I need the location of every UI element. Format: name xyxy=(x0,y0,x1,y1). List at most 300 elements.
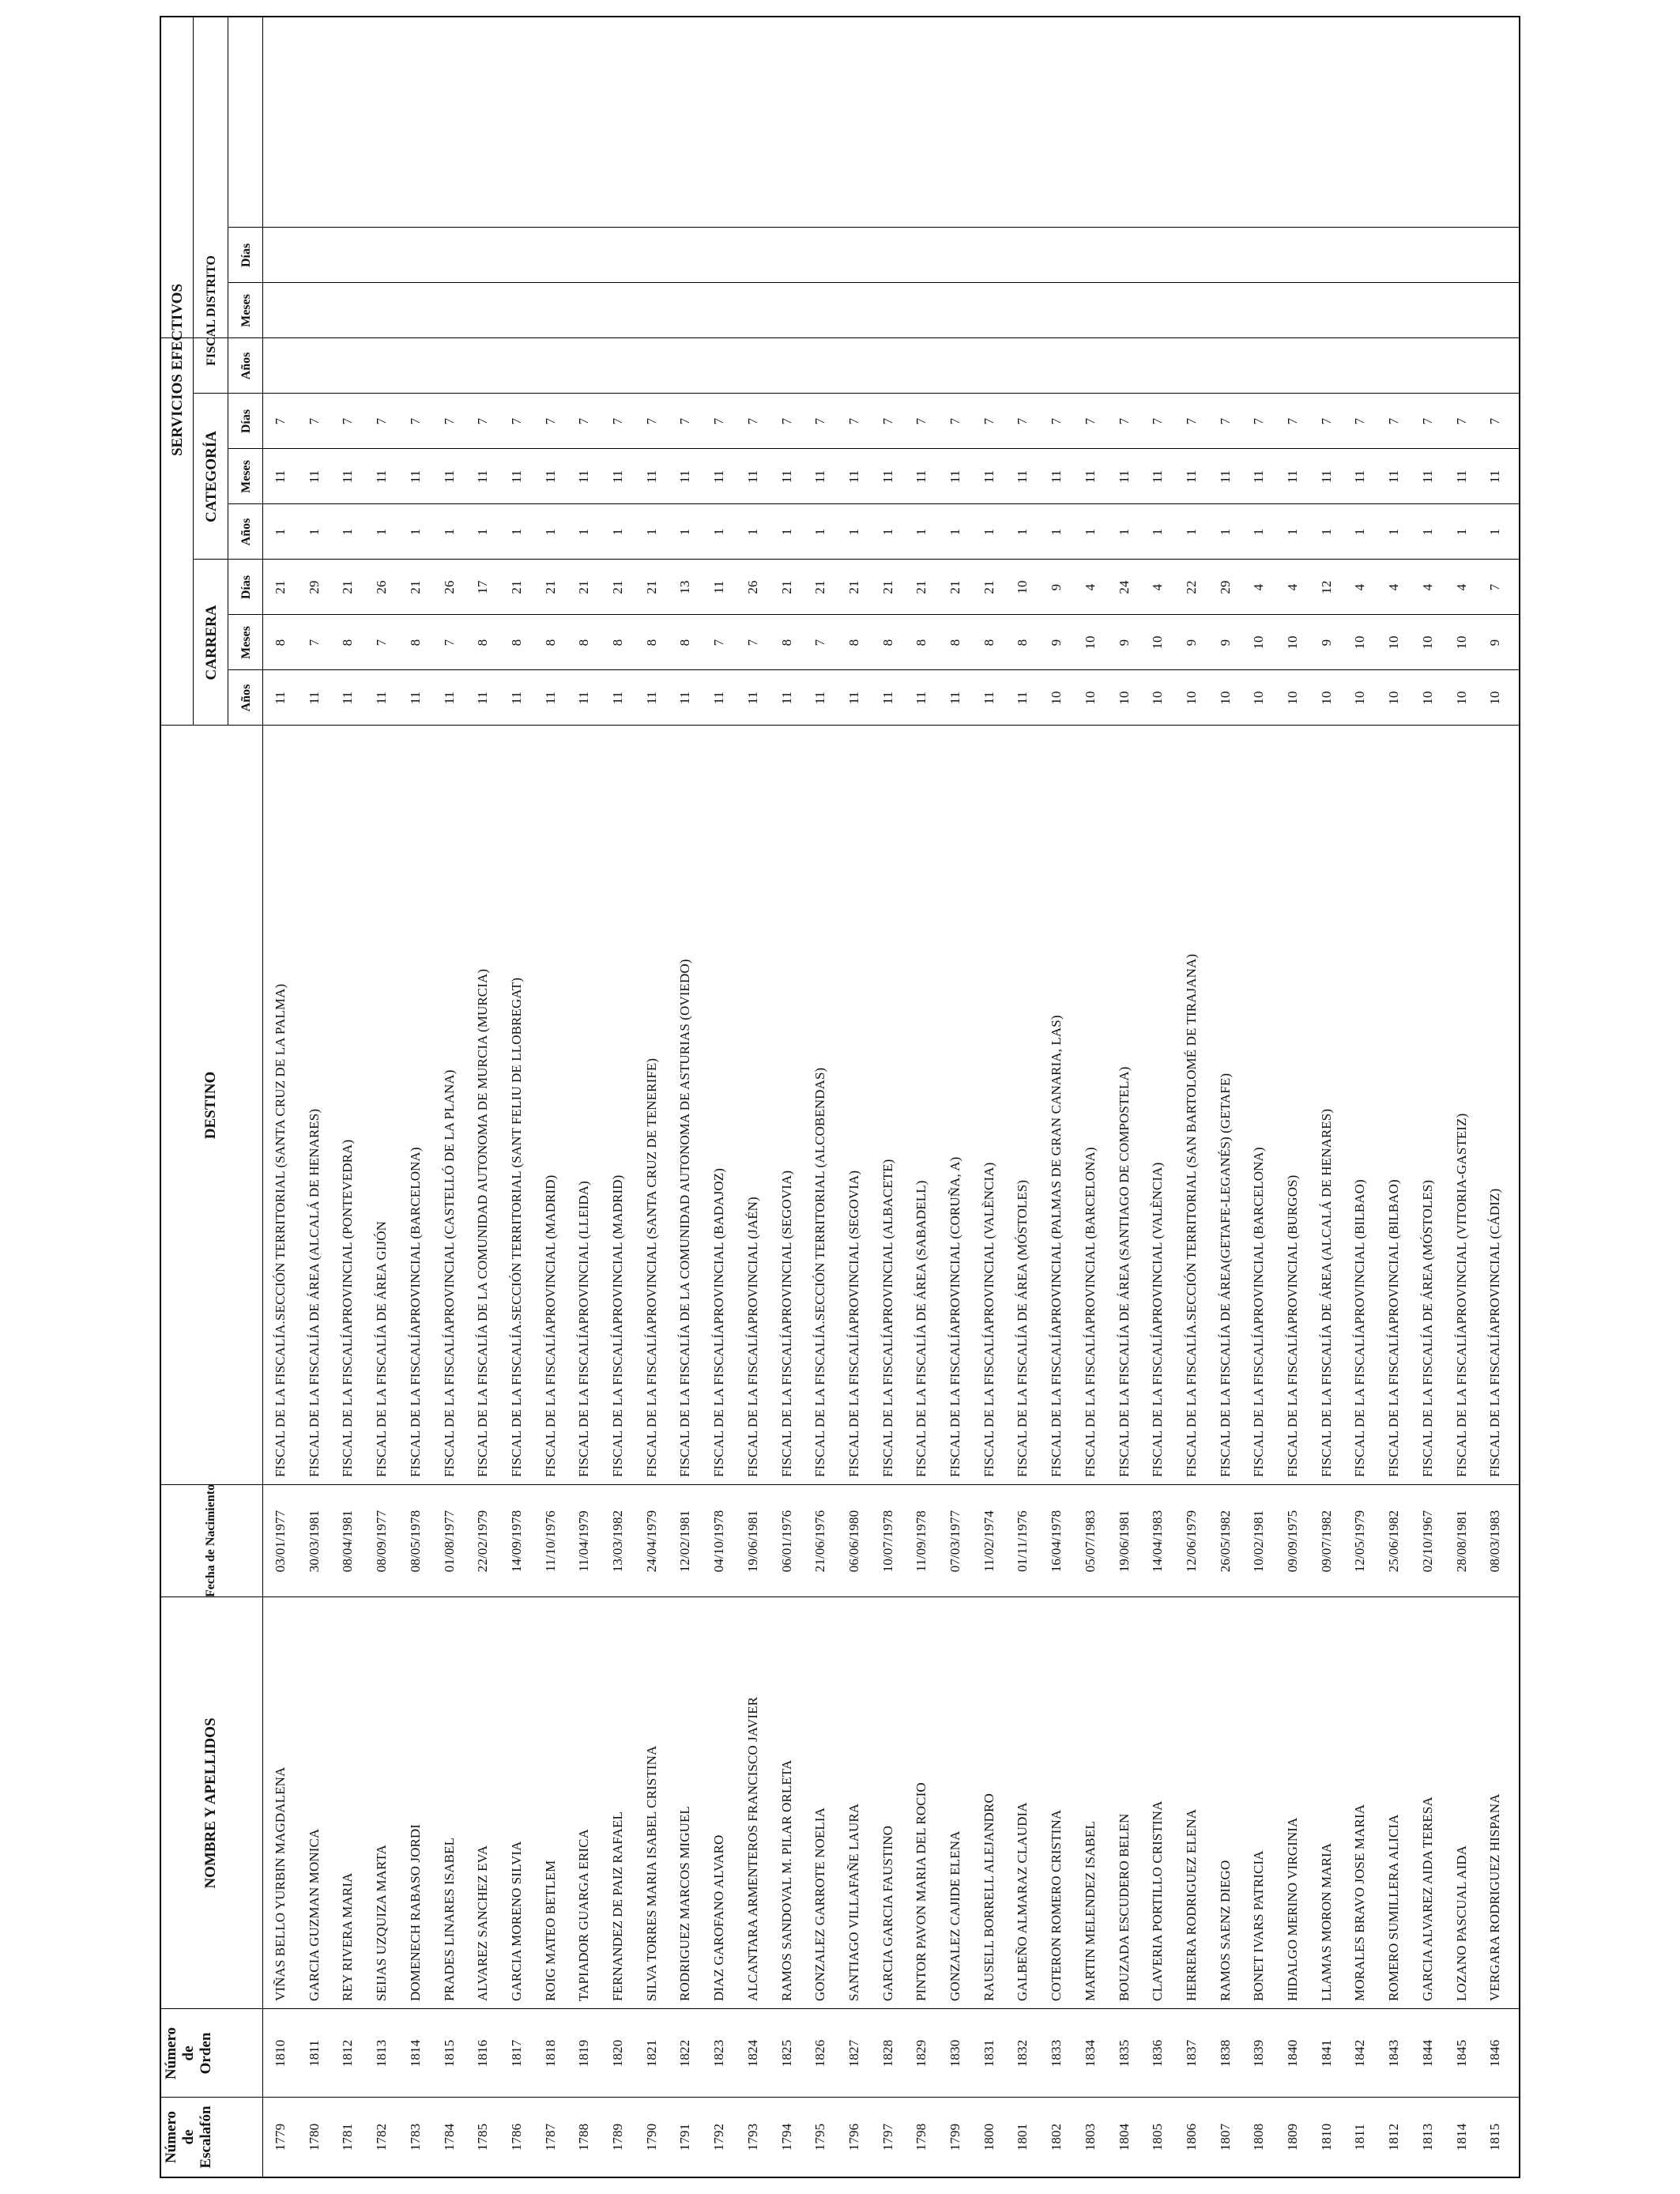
escalafon-number: 1803 xyxy=(1082,2123,1098,2151)
destino: FISCAL DE LA FISCALÍAPROVINCIAL (MADRID) xyxy=(542,1174,558,1477)
categoria-meses: 11 xyxy=(1217,469,1233,484)
categoria-dias: 7 xyxy=(306,417,322,425)
orden-number: 1816 xyxy=(475,2039,491,2068)
categoria-dias: 7 xyxy=(1318,417,1334,425)
carrera-meses: 7 xyxy=(306,639,322,647)
categoria-anos: 1 xyxy=(1419,528,1435,536)
col-line xyxy=(228,282,1519,283)
categoria-meses: 11 xyxy=(1487,469,1503,484)
categoria-dias: 7 xyxy=(744,417,760,425)
carrera-meses: 8 xyxy=(880,639,895,647)
nombre: ROIG MATEO BETLEM xyxy=(542,1860,558,2001)
fecha-nacimiento: 11/02/1974 xyxy=(981,1510,996,1572)
categoria-meses: 11 xyxy=(880,469,895,484)
nombre: REY RIVERA MARIA xyxy=(340,1872,356,2001)
escalafon-number: 1805 xyxy=(1150,2123,1166,2151)
carrera-anos: 11 xyxy=(947,691,962,705)
nombre: SILVA TORRES MARIA ISABEL CRISTINA xyxy=(643,1745,659,2001)
escalafon-number: 1801 xyxy=(1015,2123,1030,2151)
carrera-meses: 10 xyxy=(1352,635,1368,650)
escalafon-number: 1815 xyxy=(1487,2123,1503,2151)
destino: FISCAL DE LA FISCALÍA DE ÁREA(GETAFE-LEGANÉS) (GETAFE) xyxy=(1217,1072,1233,1477)
orden-number: 1837 xyxy=(1183,2039,1199,2068)
categoria-dias: 7 xyxy=(542,417,558,425)
carrera-anos: 11 xyxy=(1015,691,1030,705)
categoria-anos: 1 xyxy=(374,528,390,536)
categoria-meses: 11 xyxy=(1386,469,1402,484)
header-escalafon: Número de Escalafón xyxy=(163,2105,214,2169)
carrera-meses: 8 xyxy=(677,639,693,647)
categoria-meses: 11 xyxy=(846,469,861,484)
destino: FISCAL DE LA FISCALÍA.SECCIÓN TERRITORIAL (SANTA CRUZ DE LA PALMA) xyxy=(273,983,288,1477)
fecha-nacimiento: 12/02/1981 xyxy=(677,1510,693,1573)
orden-number: 1829 xyxy=(913,2039,929,2068)
carrera-meses: 8 xyxy=(643,639,659,647)
categoria-anos: 1 xyxy=(846,528,861,536)
destino: FISCAL DE LA FISCALÍAPROVINCIAL (BADAJOZ) xyxy=(711,1167,727,1477)
orden-number: 1813 xyxy=(374,2039,390,2068)
carrera-anos: 11 xyxy=(374,691,390,705)
orden-number: 1845 xyxy=(1453,2039,1469,2068)
destino: FISCAL DE LA FISCALÍA DE LA COMUNIDAD AUTONOMA DE MURCIA (MURCIA) xyxy=(475,968,491,1477)
fecha-nacimiento: 04/10/1978 xyxy=(711,1510,727,1573)
carrera-anos: 10 xyxy=(1285,691,1300,705)
carrera-anos: 11 xyxy=(340,691,356,705)
escalafon-number: 1813 xyxy=(1419,2123,1435,2151)
categoria-dias: 7 xyxy=(1453,417,1469,425)
nombre: LLAMAS MORON MARIA xyxy=(1318,1842,1334,2001)
carrera-meses: 10 xyxy=(1419,635,1435,650)
header-carrera-meses: Meses xyxy=(239,626,253,659)
destino: FISCAL DE LA FISCALÍAPROVINCIAL (BURGOS) xyxy=(1285,1174,1300,1477)
escalafon-number: 1787 xyxy=(542,2123,558,2151)
escalafon-table xyxy=(160,16,1520,2178)
carrera-dias: 4 xyxy=(1453,583,1469,591)
orden-number: 1844 xyxy=(1419,2039,1435,2068)
escalafon-number: 1786 xyxy=(508,2123,524,2151)
orden-number: 1839 xyxy=(1251,2039,1267,2068)
categoria-meses: 11 xyxy=(340,469,356,484)
carrera-anos: 11 xyxy=(508,691,524,705)
nombre: LOZANO PASCUAL AIDA xyxy=(1453,1845,1469,2001)
carrera-meses: 8 xyxy=(508,639,524,647)
categoria-meses: 11 xyxy=(1453,469,1469,484)
fecha-nacimiento: 11/09/1978 xyxy=(913,1510,929,1572)
row-line xyxy=(193,17,194,726)
fecha-nacimiento: 25/06/1982 xyxy=(1386,1510,1402,1573)
carrera-dias: 29 xyxy=(1217,580,1233,594)
categoria-anos: 1 xyxy=(744,528,760,536)
carrera-anos: 11 xyxy=(542,691,558,705)
carrera-dias: 21 xyxy=(778,580,794,594)
categoria-meses: 11 xyxy=(981,469,996,484)
carrera-dias: 26 xyxy=(744,580,760,594)
orden-number: 1833 xyxy=(1049,2039,1064,2068)
categoria-anos: 1 xyxy=(542,528,558,536)
carrera-anos: 10 xyxy=(1386,691,1402,705)
carrera-meses: 8 xyxy=(981,639,996,647)
escalafon-number: 1788 xyxy=(576,2123,592,2151)
categoria-anos: 1 xyxy=(1251,528,1267,536)
categoria-dias: 7 xyxy=(880,417,895,425)
header-fiscal-distrito: FISCAL DISTRITO xyxy=(205,255,218,366)
orden-number: 1834 xyxy=(1082,2039,1098,2068)
categoria-dias: 7 xyxy=(846,417,861,425)
fecha-nacimiento: 28/08/1981 xyxy=(1453,1510,1469,1573)
carrera-dias: 29 xyxy=(306,580,322,594)
carrera-meses: 8 xyxy=(947,639,962,647)
categoria-anos: 1 xyxy=(1150,528,1166,536)
nombre: CLAVERIA PORTILLO CRISTINA xyxy=(1150,1800,1166,2001)
destino: FISCAL DE LA FISCALÍAPROVINCIAL (SANTA CRUZ DE TENERIFE) xyxy=(643,1057,659,1477)
header-categoria-meses: Meses xyxy=(239,460,253,493)
nombre: PRADES LINARES ISABEL xyxy=(441,1837,457,2001)
escalafon-number: 1783 xyxy=(407,2123,423,2151)
categoria-anos: 1 xyxy=(1015,528,1030,536)
header-carrera-anos: Años xyxy=(239,684,253,712)
categoria-dias: 7 xyxy=(441,417,457,425)
header-fiscal-anos: Años xyxy=(239,352,253,380)
fecha-nacimiento: 22/02/1979 xyxy=(475,1510,491,1573)
escalafon-number: 1794 xyxy=(778,2123,794,2151)
carrera-dias: 4 xyxy=(1419,583,1435,591)
escalafon-number: 1800 xyxy=(981,2123,996,2151)
categoria-dias: 7 xyxy=(508,417,524,425)
rotated-page xyxy=(160,16,1520,2178)
categoria-meses: 11 xyxy=(1015,469,1030,484)
carrera-anos: 10 xyxy=(1150,691,1166,705)
categoria-anos: 1 xyxy=(441,528,457,536)
orden-number: 1811 xyxy=(306,2040,322,2067)
col-line xyxy=(161,337,1519,338)
nombre: TAPIADOR GUARGA ERICA xyxy=(576,1829,592,2001)
header-nombre: NOMBRE Y APELLIDOS xyxy=(202,1717,219,1889)
categoria-anos: 1 xyxy=(981,528,996,536)
categoria-anos: 1 xyxy=(340,528,356,536)
carrera-anos: 11 xyxy=(913,691,929,705)
carrera-meses: 8 xyxy=(778,639,794,647)
orden-number: 1827 xyxy=(846,2039,861,2068)
orden-number: 1810 xyxy=(273,2039,288,2068)
header-fecha: Fecha de Nacimiento xyxy=(204,1483,217,1597)
escalafon-number: 1810 xyxy=(1318,2123,1334,2151)
escalafon-number: 1780 xyxy=(306,2123,322,2151)
carrera-meses: 8 xyxy=(273,639,288,647)
fecha-nacimiento: 08/09/1977 xyxy=(374,1510,390,1573)
fecha-nacimiento: 10/07/1978 xyxy=(880,1510,895,1573)
carrera-anos: 11 xyxy=(273,691,288,705)
orden-number: 1831 xyxy=(981,2039,996,2068)
header-orden: Número de Orden xyxy=(163,2026,214,2080)
fecha-nacimiento: 10/02/1981 xyxy=(1251,1510,1267,1573)
carrera-dias: 21 xyxy=(273,580,288,594)
header-bottom-line xyxy=(262,17,263,2177)
escalafon-number: 1807 xyxy=(1217,2123,1233,2151)
destino: FISCAL DE LA FISCALÍAPROVINCIAL (MADRID) xyxy=(610,1174,625,1477)
orden-number: 1815 xyxy=(441,2039,457,2068)
carrera-meses: 9 xyxy=(1049,639,1064,647)
carrera-dias: 4 xyxy=(1285,583,1300,591)
categoria-dias: 7 xyxy=(1116,417,1132,425)
categoria-meses: 11 xyxy=(1419,469,1435,484)
orden-number: 1832 xyxy=(1015,2039,1030,2068)
categoria-meses: 11 xyxy=(542,469,558,484)
categoria-anos: 1 xyxy=(508,528,524,536)
carrera-dias: 4 xyxy=(1251,583,1267,591)
categoria-dias: 7 xyxy=(1285,417,1300,425)
nombre: GONZALEZ GARROTE NOELIA xyxy=(812,1808,828,2001)
orden-number: 1836 xyxy=(1150,2039,1166,2068)
escalafon-number: 1799 xyxy=(947,2123,962,2151)
carrera-anos: 11 xyxy=(441,691,457,705)
destino: FISCAL DE LA FISCALÍA.SECCIÓN TERRITORIAL (ALCOBENDAS) xyxy=(812,1067,828,1477)
categoria-meses: 11 xyxy=(508,469,524,484)
carrera-meses: 9 xyxy=(1487,639,1503,647)
categoria-meses: 11 xyxy=(1285,469,1300,484)
carrera-anos: 11 xyxy=(643,691,659,705)
categoria-anos: 1 xyxy=(711,528,727,536)
fecha-nacimiento: 11/04/1979 xyxy=(576,1510,592,1572)
categoria-meses: 11 xyxy=(1251,469,1267,484)
destino: FISCAL DE LA FISCALÍAPROVINCIAL (CASTELLÓ DE LA PLANA) xyxy=(441,1069,457,1477)
nombre: FERNANDEZ DE PAIZ RAFAEL xyxy=(610,1811,625,2001)
categoria-meses: 11 xyxy=(1318,469,1334,484)
fecha-nacimiento: 08/03/1983 xyxy=(1487,1510,1503,1573)
categoria-dias: 7 xyxy=(1217,417,1233,425)
carrera-dias: 21 xyxy=(508,580,524,594)
destino: FISCAL DE LA FISCALÍAPROVINCIAL (BARCELONA) xyxy=(1251,1147,1267,1477)
destino: FISCAL DE LA FISCALÍAPROVINCIAL (ALBACETE) xyxy=(880,1159,895,1477)
destino: FISCAL DE LA FISCALÍA.SECCIÓN TERRITORIAL (SAN BARTOLOMÉ DE TIRAJANA) xyxy=(1183,953,1199,1477)
orden-number: 1817 xyxy=(508,2039,524,2068)
nombre: GARCIA MORENO SILVIA xyxy=(508,1841,524,2001)
carrera-anos: 11 xyxy=(576,691,592,705)
carrera-meses: 7 xyxy=(812,639,828,647)
fecha-nacimiento: 12/05/1979 xyxy=(1352,1510,1368,1573)
destino: FISCAL DE LA FISCALÍA DE ÁREA (ALCALÁ DE HENARES) xyxy=(1318,1108,1334,1477)
carrera-meses: 10 xyxy=(1082,635,1098,650)
destino: FISCAL DE LA FISCALÍA DE LA COMUNIDAD AUTONOMA DE ASTURIAS (OVIEDO) xyxy=(677,959,693,1477)
carrera-dias: 4 xyxy=(1352,583,1368,591)
destino: FISCAL DE LA FISCALÍA DE ÁREA (SABADELL) xyxy=(913,1180,929,1477)
carrera-anos: 10 xyxy=(1183,691,1199,705)
orden-number: 1825 xyxy=(778,2039,794,2068)
categoria-meses: 11 xyxy=(610,469,625,484)
fecha-nacimiento: 02/10/1967 xyxy=(1419,1510,1435,1573)
carrera-anos: 10 xyxy=(1352,691,1368,705)
orden-number: 1846 xyxy=(1487,2039,1503,2068)
categoria-anos: 1 xyxy=(913,528,929,536)
carrera-meses: 8 xyxy=(610,639,625,647)
destino: FISCAL DE LA FISCALÍA DE ÁREA GIJÓN xyxy=(374,1220,390,1477)
nombre: VERGARA RODRIGUEZ HISPANA xyxy=(1487,1793,1503,2001)
carrera-dias: 4 xyxy=(1386,583,1402,591)
destino: FISCAL DE LA FISCALÍAPROVINCIAL (BILBAO) xyxy=(1352,1179,1368,1477)
categoria-dias: 7 xyxy=(947,417,962,425)
carrera-dias: 21 xyxy=(542,580,558,594)
nombre: GARCIA GARCIA FAUSTINO xyxy=(880,1826,895,2001)
escalafon-number: 1812 xyxy=(1386,2123,1402,2151)
carrera-anos: 10 xyxy=(1453,691,1469,705)
carrera-anos: 10 xyxy=(1419,691,1435,705)
destino: FISCAL DE LA FISCALÍAPROVINCIAL (VALÈNCIA) xyxy=(1150,1162,1166,1477)
fecha-nacimiento: 03/01/1977 xyxy=(273,1510,288,1573)
carrera-dias: 13 xyxy=(677,580,693,594)
destino: FISCAL DE LA FISCALÍAPROVINCIAL (PALMAS DE GRAN CANARIA, LAS) xyxy=(1049,1015,1064,1477)
categoria-meses: 11 xyxy=(1150,469,1166,484)
escalafon-number: 1784 xyxy=(441,2123,457,2151)
nombre: DIAZ GAROFANO ALVARO xyxy=(711,1834,727,2001)
fecha-nacimiento: 21/06/1976 xyxy=(812,1510,828,1573)
nombre: MORALES BRAVO JOSE MARIA xyxy=(1352,1804,1368,2001)
orden-number: 1828 xyxy=(880,2039,895,2068)
escalafon-number: 1790 xyxy=(643,2123,659,2151)
nombre: HIDALGO MERINO VIRGINIA xyxy=(1285,1817,1300,2001)
carrera-dias: 9 xyxy=(1049,583,1064,591)
nombre: HERRERA RODRIGUEZ ELENA xyxy=(1183,1808,1199,2001)
escalafon-number: 1779 xyxy=(273,2123,288,2151)
carrera-meses: 7 xyxy=(744,639,760,647)
nombre: DOMENECH RABASO JORDI xyxy=(407,1823,423,2001)
carrera-dias: 22 xyxy=(1183,580,1199,594)
carrera-dias: 21 xyxy=(576,580,592,594)
carrera-dias: 10 xyxy=(1015,580,1030,594)
orden-number: 1838 xyxy=(1217,2039,1233,2068)
categoria-dias: 7 xyxy=(643,417,659,425)
fecha-nacimiento: 08/05/1978 xyxy=(407,1510,423,1573)
carrera-anos: 11 xyxy=(711,691,727,705)
orden-number: 1821 xyxy=(643,2039,659,2068)
categoria-dias: 7 xyxy=(1183,417,1199,425)
categoria-anos: 1 xyxy=(1116,528,1132,536)
categoria-meses: 11 xyxy=(475,469,491,484)
fecha-nacimiento: 09/07/1982 xyxy=(1318,1510,1334,1573)
categoria-anos: 1 xyxy=(610,528,625,536)
categoria-anos: 1 xyxy=(475,528,491,536)
carrera-meses: 10 xyxy=(1150,635,1166,650)
fecha-nacimiento: 24/04/1979 xyxy=(643,1510,659,1573)
orden-number: 1812 xyxy=(340,2039,356,2068)
carrera-meses: 9 xyxy=(1217,639,1233,647)
categoria-anos: 1 xyxy=(1487,528,1503,536)
carrera-anos: 10 xyxy=(1082,691,1098,705)
categoria-dias: 7 xyxy=(1015,417,1030,425)
carrera-anos: 10 xyxy=(1049,691,1064,705)
carrera-dias: 17 xyxy=(475,580,491,594)
destino: FISCAL DE LA FISCALÍA DE ÁREA (MÓSTOLES) xyxy=(1015,1179,1030,1477)
escalafon-number: 1795 xyxy=(812,2123,828,2151)
destino: FISCAL DE LA FISCALÍAPROVINCIAL (SEGOVIA) xyxy=(778,1170,794,1477)
destino: FISCAL DE LA FISCALÍA DE ÁREA (MÓSTOLES) xyxy=(1419,1179,1435,1477)
categoria-meses: 11 xyxy=(1352,469,1368,484)
fecha-nacimiento: 11/10/1976 xyxy=(542,1510,558,1572)
carrera-dias: 21 xyxy=(340,580,356,594)
destino: FISCAL DE LA FISCALÍAPROVINCIAL (PONTEVEDRA) xyxy=(340,1139,356,1477)
header-categoria: CATEGORÍA xyxy=(203,431,220,522)
categoria-anos: 1 xyxy=(880,528,895,536)
escalafon-number: 1814 xyxy=(1453,2123,1469,2151)
fecha-nacimiento: 01/08/1977 xyxy=(441,1510,457,1573)
carrera-anos: 11 xyxy=(880,691,895,705)
categoria-anos: 1 xyxy=(306,528,322,536)
fecha-nacimiento: 01/11/1976 xyxy=(1015,1510,1030,1572)
categoria-meses: 11 xyxy=(576,469,592,484)
categoria-dias: 7 xyxy=(1352,417,1368,425)
orden-number: 1826 xyxy=(812,2039,828,2068)
carrera-anos: 11 xyxy=(407,691,423,705)
carrera-meses: 10 xyxy=(1285,635,1300,650)
fecha-nacimiento: 09/09/1975 xyxy=(1285,1510,1300,1573)
fecha-nacimiento: 13/03/1982 xyxy=(610,1510,625,1573)
carrera-dias: 4 xyxy=(1082,583,1098,591)
carrera-dias: 24 xyxy=(1116,580,1132,594)
carrera-anos: 11 xyxy=(778,691,794,705)
categoria-anos: 1 xyxy=(1082,528,1098,536)
categoria-dias: 7 xyxy=(407,417,423,425)
col-line xyxy=(161,2008,1519,2009)
categoria-meses: 11 xyxy=(407,469,423,484)
orden-number: 1822 xyxy=(677,2039,693,2068)
col-line xyxy=(161,1596,1519,1597)
nombre: VIÑAS BELLO YURBIN MAGDALENA xyxy=(273,1766,288,2001)
carrera-meses: 8 xyxy=(407,639,423,647)
categoria-dias: 7 xyxy=(1082,417,1098,425)
nombre: MARTIN MELENDEZ ISABEL xyxy=(1082,1821,1098,2001)
carrera-dias: 4 xyxy=(1150,583,1166,591)
carrera-anos: 11 xyxy=(610,691,625,705)
categoria-anos: 1 xyxy=(643,528,659,536)
col-line xyxy=(161,2097,1519,2098)
carrera-meses: 7 xyxy=(711,639,727,647)
fecha-nacimiento: 14/09/1978 xyxy=(508,1510,524,1573)
carrera-meses: 7 xyxy=(374,639,390,647)
nombre: RAMOS SANDOVAL M. PILAR ORLETA xyxy=(778,1759,794,2001)
carrera-anos: 10 xyxy=(1116,691,1132,705)
categoria-dias: 7 xyxy=(677,417,693,425)
carrera-dias: 21 xyxy=(880,580,895,594)
orden-number: 1843 xyxy=(1386,2039,1402,2068)
carrera-dias: 21 xyxy=(981,580,996,594)
carrera-meses: 10 xyxy=(1386,635,1402,650)
categoria-anos: 1 xyxy=(812,528,828,536)
categoria-anos: 1 xyxy=(407,528,423,536)
escalafon-number: 1798 xyxy=(913,2123,929,2151)
col-line xyxy=(161,1484,1519,1485)
categoria-meses: 11 xyxy=(711,469,727,484)
carrera-dias: 11 xyxy=(711,580,727,594)
nombre: RAMOS SAENZ DIEGO xyxy=(1217,1860,1233,2001)
fecha-nacimiento: 07/03/1977 xyxy=(947,1510,962,1573)
categoria-meses: 11 xyxy=(778,469,794,484)
categoria-anos: 1 xyxy=(1183,528,1199,536)
categoria-meses: 11 xyxy=(374,469,390,484)
fecha-nacimiento: 12/06/1979 xyxy=(1183,1510,1199,1573)
nombre: GONZALEZ CAJIDE ELENA xyxy=(947,1830,962,2001)
categoria-anos: 1 xyxy=(677,528,693,536)
categoria-dias: 7 xyxy=(778,417,794,425)
categoria-dias: 7 xyxy=(981,417,996,425)
nombre: SEIJAS UZQUIZA MARTA xyxy=(374,1845,390,2001)
categoria-dias: 7 xyxy=(610,417,625,425)
categoria-anos: 1 xyxy=(1217,528,1233,536)
carrera-dias: 21 xyxy=(812,580,828,594)
header-categoria-anos: Años xyxy=(239,518,253,546)
escalafon-number: 1793 xyxy=(744,2123,760,2151)
escalafon-number: 1811 xyxy=(1352,2124,1368,2151)
destino: FISCAL DE LA FISCALÍAPROVINCIAL (VALÈNCIA) xyxy=(981,1162,996,1477)
carrera-meses: 9 xyxy=(1318,639,1334,647)
fecha-nacimiento: 30/03/1981 xyxy=(306,1510,322,1573)
